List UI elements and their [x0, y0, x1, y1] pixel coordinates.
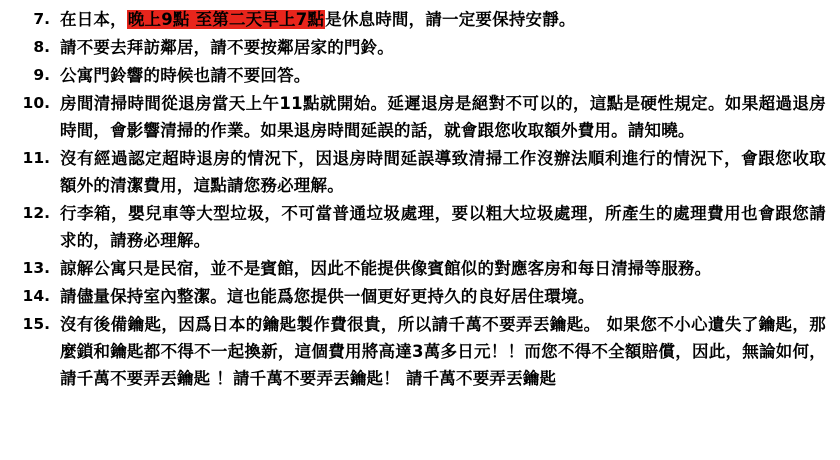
- rule-item: [10, 6, 826, 33]
- rule-text: [60, 145, 826, 199]
- rule-number: 15.: [22, 315, 50, 333]
- rule-number: 11.: [22, 149, 50, 167]
- rule-text: [60, 90, 826, 144]
- rule-item: [10, 145, 826, 199]
- rule-item: [10, 311, 826, 392]
- rule-text: [60, 6, 826, 33]
- rule-text: [60, 34, 826, 61]
- rule-text-segment: 行李箱，嬰兒車等大型垃圾，不可當普通垃圾處理，要以粗大垃圾處理，所產生的處理費用也會跟您請求的，請務必理解。: [60, 204, 826, 250]
- rule-number: 9.: [33, 66, 50, 84]
- rule-item: [10, 34, 826, 61]
- rule-text-segment: 沒有後備鑰匙，因爲日本的鑰匙製作費很貴，所以請千萬不要弄丟鑰匙。 如果您不小心遺失了鑰匙，那麼鎖和鑰匙都不得不一起換新，這個費用將高達3萬多日元！！而您不得不全額賠償，因此，無論如何，請千萬不要弄丟鑰匙 ！請千萬不要弄丟鑰匙！ 請千萬不要弄丟鑰匙: [60, 315, 826, 388]
- rule-item: [10, 90, 826, 144]
- rule-text-segment: 公寓門鈴響的時候也請不要回答。: [60, 66, 311, 85]
- rule-text-segment: 房間清掃時間從退房當天上午11點就開始。延遲退房是絕對不可以的，這點是硬性規定。如果超過退房時間，會影響清掃的作業。如果退房時間延誤的話，就會跟您收取額外費用。請知曉。: [60, 94, 826, 140]
- rule-item: [10, 255, 826, 282]
- rule-number: 13.: [22, 259, 50, 277]
- rule-text: [60, 283, 826, 310]
- rules-list: [10, 6, 826, 392]
- rule-number: 12.: [22, 204, 50, 222]
- rule-item: [10, 200, 826, 254]
- rule-text: [60, 200, 826, 254]
- rule-number: 10.: [22, 94, 50, 112]
- rule-number: 8.: [33, 38, 50, 56]
- rule-text: [60, 311, 826, 392]
- rule-text: [60, 62, 826, 89]
- rule-text-segment: 在日本，: [60, 10, 127, 29]
- rule-text-segment: 沒有經過認定超時退房的情況下，因退房時間延誤導致清掃工作沒辦法順利進行的情況下，會跟您收取額外的清潔費用，這點請您務必理解。: [60, 149, 826, 195]
- rule-text-segment: 請不要去拜訪鄰居，請不要按鄰居家的門鈴。: [60, 38, 394, 57]
- rule-item: [10, 283, 826, 310]
- rule-text-segment: 是休息時間，請一定要保持安靜。: [325, 10, 576, 29]
- rule-number: 14.: [22, 287, 50, 305]
- rule-text-segment: 請儘量保持室內整潔。這也能爲您提供一個更好更持久的良好居住環境。: [60, 287, 595, 306]
- rule-number: 7.: [33, 10, 50, 28]
- rule-text: [60, 255, 826, 282]
- rule-item: [10, 62, 826, 89]
- highlighted-text: 晚上9點 至第二天早上7點: [127, 10, 325, 29]
- rule-text-segment: 諒解公寓只是民宿，並不是賓館，因此不能提供像賓館似的對應客房和每日清掃等服務。: [60, 259, 712, 278]
